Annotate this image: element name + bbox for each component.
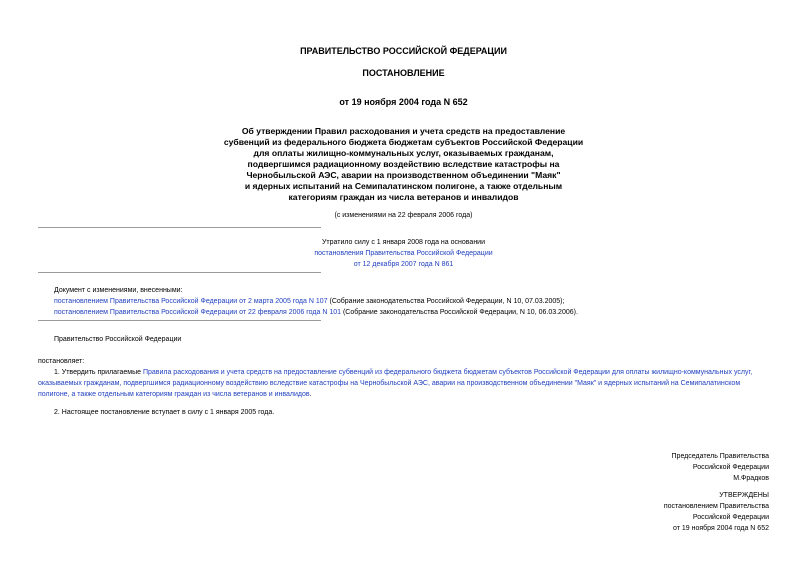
decision-item-2: 2. Настоящее постановление вступает в силу с 1 января 2005 года.	[54, 409, 275, 416]
rules-link[interactable]: Правила расходования и учета средств на предоставление субвенций из федерального бюджета бюджетам субъектов Российской Федерации для оплаты жилищно-коммунальных услуг,	[142, 369, 753, 376]
repeal-text: Утратило силу с 1 января 2008 года на основании	[321, 239, 486, 246]
change-item	[54, 296, 578, 307]
approval-line: Российской Федерации	[692, 514, 769, 521]
repeal-link-date[interactable]: от 12 декабря 2007 года N 861	[353, 261, 454, 268]
change-link[interactable]: постановлением Правительства Российской Федерации от 2 марта 2005 года N 107	[54, 298, 328, 305]
signature-block	[672, 451, 769, 484]
amendment-note: (с изменениями на 22 февраля 2006 года)	[334, 212, 473, 219]
change-source: (Собрание законодательства Российской Федерации, N 10, 07.03.2005);	[327, 298, 565, 305]
repeal-link[interactable]: постановления Правительства Российской Федерации	[314, 250, 493, 257]
repeal-note	[0, 237, 807, 270]
approval-line: от 19 ноября 2004 года N 652	[673, 525, 769, 532]
document-type: ПОСТАНОВЛЕНИЕ	[362, 68, 445, 78]
title-line: и ядерных испытаний на Семипалатинском полигоне, а также отдельным	[244, 181, 563, 191]
title-line: субвенций из федерального бюджета бюджетам субъектов Российской Федерации	[223, 137, 584, 147]
signature-line: Российской Федерации	[692, 464, 769, 471]
title-line: Об утверждении Правил расходования и учета средств на предоставление	[241, 126, 566, 136]
item1-line	[38, 367, 773, 378]
approval-line: УТВЕРЖДЕНЫ	[719, 492, 769, 499]
rules-link-cont[interactable]: оказываемых гражданам, подвергшимся радиационному воздействию вследствие катастрофы на Чернобыльской АЭС, аварии на производственном объединении "Маяк" и ядерных испытаний на Семипалатинском	[38, 380, 741, 387]
approval-block	[664, 490, 769, 534]
change-link[interactable]: постановлением Правительства Российской Федерации от 22 февраля 2006 года N 101	[54, 309, 341, 316]
change-source: (Собрание законодательства Российской Федерации, N 10, 06.03.2006).	[341, 309, 578, 316]
signature-name: М.Фрадков	[733, 475, 769, 482]
decides-word: постановляет:	[38, 358, 85, 365]
document-title	[0, 126, 807, 203]
issuer: Правительство Российской Федерации	[54, 336, 182, 343]
divider	[38, 227, 321, 228]
rules-link-end[interactable]: полигоне, а также отдельным категориям граждан из числа ветеранов и инвалидов	[38, 391, 310, 398]
item1-line-end	[38, 389, 773, 400]
changes-block	[54, 285, 578, 318]
signature-line: Председатель Правительства	[671, 453, 769, 460]
changes-intro: Документ с изменениями, внесенными:	[54, 287, 183, 294]
approval-line: постановлением Правительства	[663, 503, 769, 510]
item1-end: .	[309, 391, 312, 398]
divider	[38, 272, 321, 273]
government-heading: ПРАВИТЕЛЬСТВО РОССИЙСКОЙ ФЕДЕРАЦИИ	[300, 46, 507, 56]
divider	[38, 320, 321, 321]
title-line: подвергшимся радиационному воздействию вследствие катастрофы на	[247, 159, 560, 169]
decision-item-1	[38, 367, 773, 400]
document-date-number: от 19 ноября 2004 года N 652	[339, 97, 468, 107]
title-line: для оплаты жилищно-коммунальных услуг, оказываемых гражданам,	[253, 148, 554, 158]
title-line: категориям граждан из числа ветеранов и инвалидов	[288, 192, 519, 202]
change-item	[54, 307, 578, 318]
item1-prefix: 1. Утвердить прилагаемые	[54, 369, 143, 376]
title-line: Чернобыльской АЭС, аварии на производственном объединении "Маяк"	[246, 170, 561, 180]
